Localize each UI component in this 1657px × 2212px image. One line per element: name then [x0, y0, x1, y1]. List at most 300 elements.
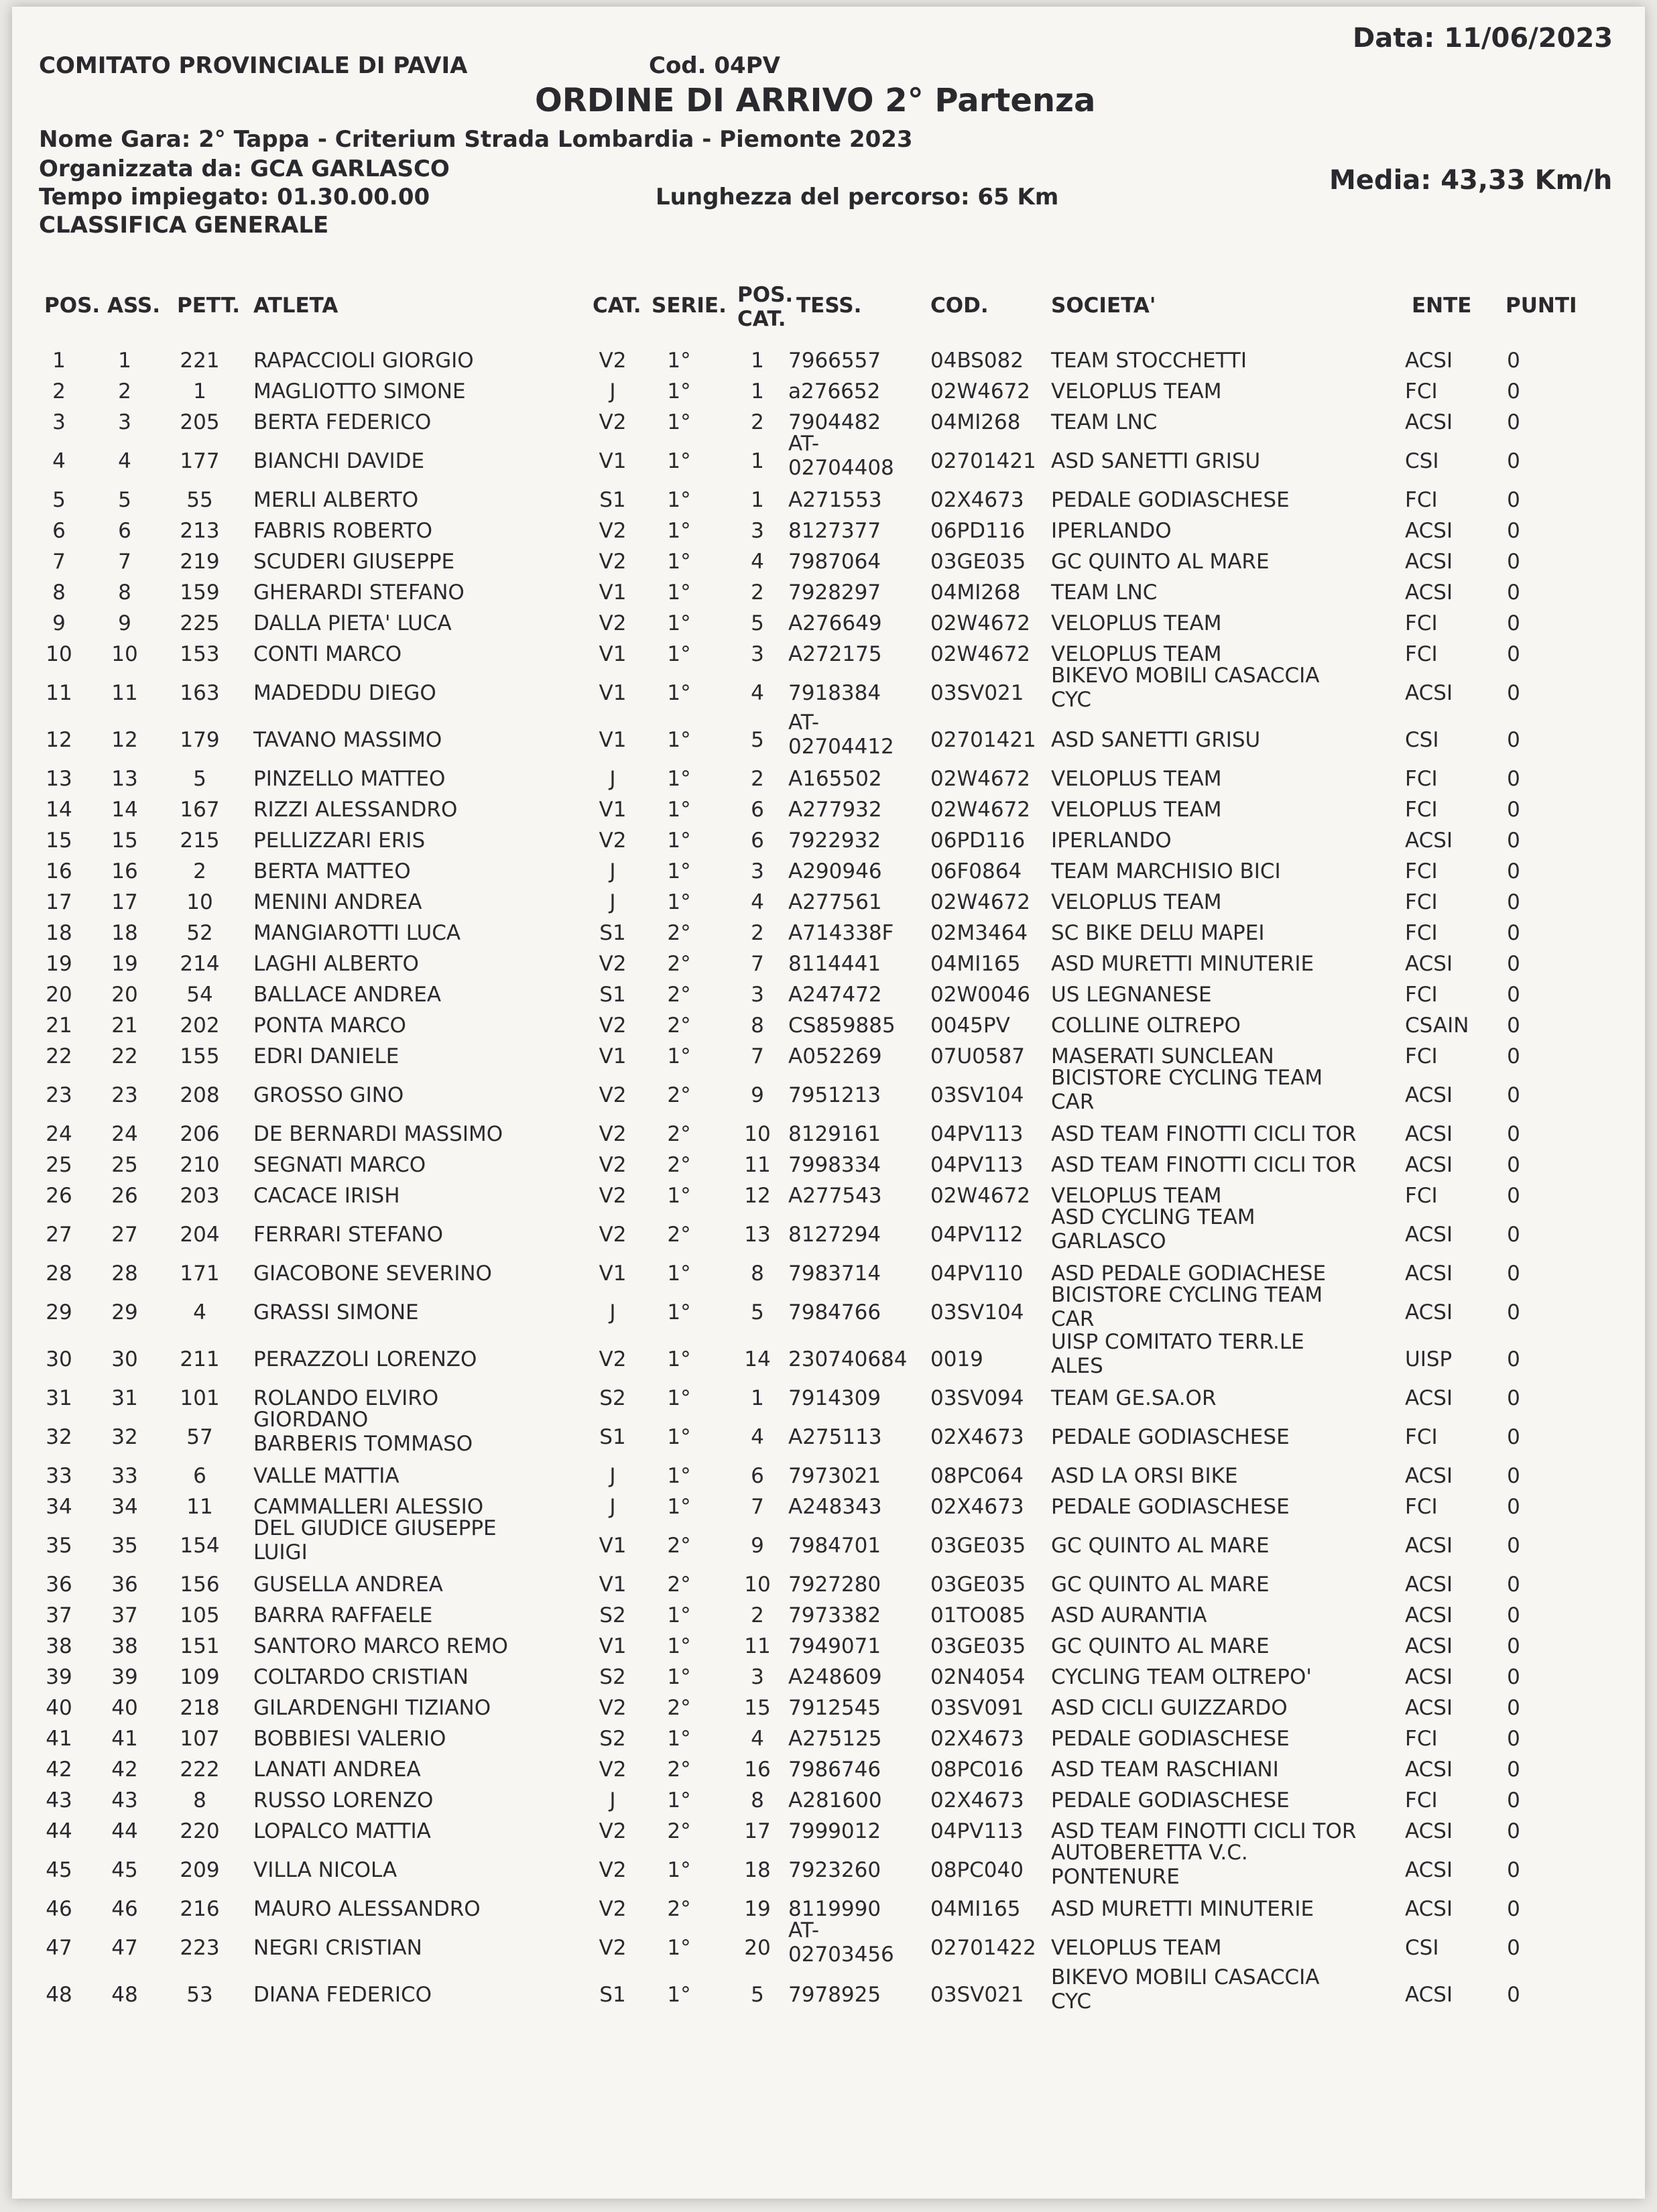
cell-ass: 35 — [111, 1534, 138, 1558]
cell-pos: 2 — [52, 379, 66, 404]
cell-atleta: LOPALCO MATTIA — [253, 1819, 431, 1843]
cell-pett: 109 — [180, 1665, 220, 1689]
cell-poscat: 3 — [751, 642, 764, 666]
cell-cat: V2 — [599, 519, 627, 543]
cell-punti: 0 — [1507, 1634, 1520, 1658]
cell-tess: 7978925 — [788, 1983, 881, 2007]
cell-tess: A277543 — [788, 1184, 882, 1208]
cell-cat: V2 — [599, 1122, 627, 1146]
page-title: ORDINE DI ARRIVO 2° Partenza — [535, 82, 1096, 119]
cell-ass: 3 — [118, 410, 131, 434]
cell-cod: 04PV113 — [930, 1122, 1024, 1146]
cell-poscat: 3 — [751, 519, 764, 543]
race-name: Nome Gara: 2° Tappa - Criterium Strada Lombardia - Piemonte 2023 — [39, 126, 913, 153]
cell-tess: 7904482 — [788, 410, 881, 434]
cell-tess-line: 02704412 — [788, 735, 894, 759]
cell-ass: 37 — [111, 1603, 138, 1627]
cell-societa-line: CAR — [1051, 1307, 1095, 1331]
cell-atleta: GROSSO GINO — [253, 1083, 404, 1107]
cell-punti: 0 — [1507, 681, 1520, 705]
cell-ass: 7 — [118, 550, 131, 574]
cell-cod: 02W4672 — [930, 890, 1030, 914]
cell-pett: 177 — [180, 449, 220, 473]
cell-atleta: MADEDDU DIEGO — [253, 681, 436, 705]
cell-pett: 151 — [180, 1634, 220, 1658]
cell-pos: 41 — [46, 1727, 72, 1751]
cell-poscat: 8 — [751, 1013, 764, 1038]
cell-tess: A275125 — [788, 1727, 882, 1751]
cell-ente: ACSI — [1405, 1262, 1453, 1286]
cell-tess: A165502 — [788, 767, 882, 791]
cell-poscat: 5 — [751, 1983, 764, 2007]
cell-ente: ACSI — [1405, 1534, 1453, 1558]
cell-pett: 52 — [186, 921, 213, 945]
cell-tess: 8119990 — [788, 1897, 881, 1921]
cell-cod: 04MI165 — [930, 1897, 1021, 1921]
cell-pett: 5 — [193, 767, 206, 791]
cell-cod: 02W4672 — [930, 767, 1030, 791]
cell-poscat: 7 — [751, 952, 764, 976]
col-punti: PUNTI — [1506, 294, 1577, 318]
cell-poscat: 1 — [751, 449, 764, 473]
cell-atleta: BIANCHI DAVIDE — [253, 449, 425, 473]
cell-cat: J — [609, 767, 616, 791]
cell-societa: PEDALE GODIASCHESE — [1051, 1425, 1290, 1449]
col-cod: COD. — [930, 294, 989, 318]
cell-pos: 35 — [46, 1534, 72, 1558]
cell-societa: TEAM LNC — [1051, 580, 1158, 605]
cell-pos: 26 — [46, 1184, 72, 1208]
cell-societa: MASERATI SUNCLEAN — [1051, 1044, 1274, 1068]
cell-serie: 1° — [667, 580, 691, 605]
cell-atleta: PERAZZOLI LORENZO — [253, 1347, 477, 1371]
cell-atleta: BERTA MATTEO — [253, 859, 411, 883]
cell-pos: 10 — [46, 642, 72, 666]
cell-ass: 11 — [111, 681, 138, 705]
cell-cod: 04MI165 — [930, 952, 1021, 976]
cell-cat: V1 — [599, 728, 627, 752]
cell-tess: 230740684 — [788, 1347, 908, 1371]
cell-ente: FCI — [1405, 767, 1438, 791]
cell-tess: 7922932 — [788, 828, 881, 853]
cell-tess: A247472 — [788, 983, 882, 1007]
cell-ente: UISP — [1405, 1347, 1453, 1371]
cell-pos: 25 — [46, 1153, 72, 1177]
cell-societa: VELOPLUS TEAM — [1051, 642, 1222, 666]
cell-pett: 214 — [180, 952, 220, 976]
cell-atleta: PONTA MARCO — [253, 1013, 406, 1038]
cell-cat: V2 — [599, 1696, 627, 1720]
cell-cat: V2 — [599, 952, 627, 976]
cell-poscat: 10 — [744, 1122, 771, 1146]
cell-punti: 0 — [1507, 1122, 1520, 1146]
cell-pos: 12 — [46, 728, 72, 752]
cell-serie: 1° — [667, 349, 691, 373]
cell-pos: 13 — [46, 767, 72, 791]
cell-cat: V1 — [599, 798, 627, 822]
cell-pett: 159 — [180, 580, 220, 605]
cell-tess-line: 02703456 — [788, 1943, 894, 1967]
cell-atleta: GRASSI SIMONE — [253, 1300, 419, 1325]
classification-label: CLASSIFICA GENERALE — [39, 212, 329, 239]
cell-punti: 0 — [1507, 1223, 1520, 1247]
cell-pos: 48 — [46, 1983, 72, 2007]
cell-poscat: 6 — [751, 798, 764, 822]
cell-tess: A248609 — [788, 1665, 882, 1689]
cell-atleta: MENINI ANDREA — [253, 890, 422, 914]
cell-ass: 46 — [111, 1897, 138, 1921]
cell-punti: 0 — [1507, 1534, 1520, 1558]
cell-punti: 0 — [1507, 728, 1520, 752]
cell-cod: 02X4673 — [930, 1727, 1024, 1751]
cell-tess: 7914309 — [788, 1386, 881, 1410]
cell-punti: 0 — [1507, 1347, 1520, 1371]
cell-societa: VELOPLUS TEAM — [1051, 890, 1222, 914]
cell-serie: 1° — [667, 859, 691, 883]
cell-poscat: 18 — [744, 1858, 771, 1882]
cell-serie: 1° — [667, 1347, 691, 1371]
cell-pos: 44 — [46, 1819, 72, 1843]
cell-cat: V2 — [599, 550, 627, 574]
cell-atleta: TAVANO MASSIMO — [253, 728, 442, 752]
cell-cod: 03SV021 — [930, 1983, 1024, 2007]
cell-tess: 7928297 — [788, 580, 881, 605]
cell-poscat: 4 — [751, 681, 764, 705]
cell-ente: ACSI — [1405, 580, 1453, 605]
cell-ente: FCI — [1405, 1727, 1438, 1751]
cell-ente: ACSI — [1405, 1634, 1453, 1658]
cell-atleta: DIANA FEDERICO — [253, 1983, 432, 2007]
cell-societa-line: ALES — [1051, 1354, 1103, 1378]
cell-ass: 6 — [118, 519, 131, 543]
cell-cod: 03GE035 — [930, 1534, 1026, 1558]
cell-serie: 1° — [667, 728, 691, 752]
cell-pos: 17 — [46, 890, 72, 914]
cell-pett: 220 — [180, 1819, 220, 1843]
cell-pos: 37 — [46, 1603, 72, 1627]
cell-pos: 40 — [46, 1696, 72, 1720]
cell-cat: J — [609, 859, 616, 883]
cell-cod: 02W4672 — [930, 379, 1030, 404]
cell-serie: 1° — [667, 449, 691, 473]
cell-atleta-line: LUIGI — [253, 1540, 308, 1564]
cell-pos: 43 — [46, 1788, 72, 1812]
cell-serie: 1° — [667, 379, 691, 404]
cell-cat: V1 — [599, 1634, 627, 1658]
cell-pos: 21 — [46, 1013, 72, 1038]
cell-ente: ACSI — [1405, 1122, 1453, 1146]
cell-pett: 6 — [193, 1464, 206, 1488]
cell-cod: 02W4672 — [930, 1184, 1030, 1208]
cell-tess: 7998334 — [788, 1153, 881, 1177]
cell-ente: ACSI — [1405, 349, 1453, 373]
cell-pett: 202 — [180, 1013, 220, 1038]
col-cat: CAT. — [593, 294, 641, 318]
cell-cat: J — [609, 379, 616, 404]
cell-pett: 57 — [186, 1425, 213, 1449]
cell-poscat: 2 — [751, 1603, 764, 1627]
cell-tess: 7973382 — [788, 1603, 881, 1627]
cell-cod: 01TO085 — [930, 1603, 1026, 1627]
cell-cat: V2 — [599, 410, 627, 434]
cell-serie: 1° — [667, 890, 691, 914]
cell-ente: FCI — [1405, 1044, 1438, 1068]
cell-pett: 203 — [180, 1184, 220, 1208]
cell-cod: 03SV094 — [930, 1386, 1024, 1410]
cell-ente: FCI — [1405, 379, 1438, 404]
cell-pett: 153 — [180, 642, 220, 666]
cell-societa: ASD MURETTI MINUTERIE — [1051, 952, 1314, 976]
cell-tess: A052269 — [788, 1044, 882, 1068]
cell-ente: FCI — [1405, 1788, 1438, 1812]
cell-ente: FCI — [1405, 921, 1438, 945]
cell-punti: 0 — [1507, 1573, 1520, 1597]
col-societa: SOCIETA' — [1051, 294, 1156, 318]
cell-cat: V2 — [599, 1819, 627, 1843]
cell-atleta: VALLE MATTIA — [253, 1464, 400, 1488]
cell-ass: 43 — [111, 1788, 138, 1812]
cell-ente: ACSI — [1405, 1573, 1453, 1597]
cell-atleta: LAGHI ALBERTO — [253, 952, 419, 976]
cell-punti: 0 — [1507, 1083, 1520, 1107]
cell-poscat: 1 — [751, 1386, 764, 1410]
cell-pos: 16 — [46, 859, 72, 883]
cell-atleta: MAURO ALESSANDRO — [253, 1897, 481, 1921]
cell-pett: 1 — [193, 379, 206, 404]
cell-cat: J — [609, 890, 616, 914]
cell-ass: 38 — [111, 1634, 138, 1658]
cell-poscat: 17 — [744, 1819, 771, 1843]
cell-ass: 27 — [111, 1223, 138, 1247]
cell-ente: ACSI — [1405, 1983, 1453, 2007]
cell-tess — [788, 711, 894, 759]
cell-atleta: SANTORO MARCO REMO — [253, 1634, 508, 1658]
cell-pos: 23 — [46, 1083, 72, 1107]
cell-tess: A275113 — [788, 1425, 882, 1449]
cell-cat: V2 — [599, 349, 627, 373]
cell-poscat: 14 — [744, 1347, 771, 1371]
cell-poscat: 1 — [751, 349, 764, 373]
cell-punti: 0 — [1507, 611, 1520, 635]
cell-ass: 1 — [118, 349, 131, 373]
cell-serie: 2° — [667, 1153, 691, 1177]
cell-punti: 0 — [1507, 410, 1520, 434]
cell-pett: 206 — [180, 1122, 220, 1146]
cell-punti: 0 — [1507, 1425, 1520, 1449]
cell-pett: 53 — [186, 1983, 213, 2007]
cell-cat: S2 — [599, 1727, 626, 1751]
cell-pos: 38 — [46, 1634, 72, 1658]
cell-serie: 2° — [667, 921, 691, 945]
cell-atleta: RUSSO LORENZO — [253, 1788, 434, 1812]
cell-societa: TEAM MARCHISIO BICI — [1051, 859, 1281, 883]
cell-cod: 08PC016 — [930, 1758, 1024, 1782]
cell-pos: 20 — [46, 983, 72, 1007]
cell-ass: 41 — [111, 1727, 138, 1751]
cell-tess — [788, 432, 894, 480]
cell-cat: J — [609, 1788, 616, 1812]
cell-societa: PEDALE GODIASCHESE — [1051, 1727, 1290, 1751]
cell-atleta: LANATI ANDREA — [253, 1758, 421, 1782]
cell-cod: 03GE035 — [930, 1634, 1026, 1658]
cell-ente: CSAIN — [1405, 1013, 1469, 1038]
cell-societa — [1051, 1283, 1323, 1331]
cell-poscat: 9 — [751, 1083, 764, 1107]
cell-cod: 02W4672 — [930, 798, 1030, 822]
cell-ente: FCI — [1405, 890, 1438, 914]
cell-ente: ACSI — [1405, 1665, 1453, 1689]
cell-punti: 0 — [1507, 1603, 1520, 1627]
cell-punti: 0 — [1507, 1044, 1520, 1068]
cell-pos: 7 — [52, 550, 66, 574]
cell-poscat: 8 — [751, 1262, 764, 1286]
cell-cod: 04PV113 — [930, 1819, 1024, 1843]
cell-atleta: RAPACCIOLI GIORGIO — [253, 349, 474, 373]
cell-serie: 2° — [667, 1819, 691, 1843]
cell-cod: 08PC064 — [930, 1464, 1024, 1488]
cell-ass: 36 — [111, 1573, 138, 1597]
cell-poscat: 2 — [751, 921, 764, 945]
cell-ente: ACSI — [1405, 1464, 1453, 1488]
cell-pett: 205 — [180, 410, 220, 434]
cell-poscat: 9 — [751, 1534, 764, 1558]
cell-serie: 1° — [667, 1044, 691, 1068]
cell-ass: 16 — [111, 859, 138, 883]
cell-punti: 0 — [1507, 1897, 1520, 1921]
cell-atleta: GIACOBONE SEVERINO — [253, 1262, 492, 1286]
cell-punti: 0 — [1507, 1665, 1520, 1689]
cell-atleta: PELLIZZARI ERIS — [253, 828, 426, 853]
cell-cat: V2 — [599, 828, 627, 853]
cell-ente: CSI — [1405, 1936, 1439, 1960]
cell-tess-line: AT- — [788, 711, 820, 735]
cell-tess: 8127377 — [788, 519, 881, 543]
cell-ass: 34 — [111, 1495, 138, 1519]
cell-ass: 29 — [111, 1300, 138, 1325]
cell-pos: 36 — [46, 1573, 72, 1597]
cell-punti: 0 — [1507, 550, 1520, 574]
cell-serie: 1° — [667, 1936, 691, 1960]
cell-pett: 55 — [186, 488, 213, 512]
cell-pos: 47 — [46, 1936, 72, 1960]
cell-cod: 06F0864 — [930, 859, 1022, 883]
cell-pett: 163 — [180, 681, 220, 705]
cell-pos: 24 — [46, 1122, 72, 1146]
cell-ente: FCI — [1405, 798, 1438, 822]
cell-cat: V1 — [599, 1534, 627, 1558]
col-poscat-1: POS. — [737, 283, 794, 307]
cell-tess: 7949071 — [788, 1634, 881, 1658]
cell-tess: 7986746 — [788, 1758, 881, 1782]
cell-serie: 2° — [667, 1534, 691, 1558]
cell-punti: 0 — [1507, 1262, 1520, 1286]
cell-societa: TEAM STOCCHETTI — [1051, 349, 1247, 373]
cell-ente: ACSI — [1405, 1819, 1453, 1843]
cell-ass: 21 — [111, 1013, 138, 1038]
cell-pos: 19 — [46, 952, 72, 976]
col-atleta: ATLETA — [253, 294, 339, 318]
cell-tess: A714338F — [788, 921, 894, 945]
col-ass: ASS. — [107, 294, 161, 318]
cell-pos: 39 — [46, 1665, 72, 1689]
cell-tess: 7987064 — [788, 550, 881, 574]
cell-ass: 8 — [118, 580, 131, 605]
cell-tess: A290946 — [788, 859, 882, 883]
cell-pos: 5 — [52, 488, 66, 512]
cell-serie: 1° — [667, 1634, 691, 1658]
cell-punti: 0 — [1507, 921, 1520, 945]
cell-punti: 0 — [1507, 1727, 1520, 1751]
cell-ass: 4 — [118, 449, 131, 473]
cell-societa — [1051, 664, 1319, 712]
cell-societa: GC QUINTO AL MARE — [1051, 550, 1270, 574]
cell-poscat: 10 — [744, 1573, 771, 1597]
cell-societa: PEDALE GODIASCHESE — [1051, 1495, 1290, 1519]
elapsed-time: Tempo impiegato: 01.30.00.00 — [39, 184, 430, 210]
cell-pett: 11 — [186, 1495, 213, 1519]
cell-pett: 154 — [180, 1534, 220, 1558]
cell-ass: 14 — [111, 798, 138, 822]
cell-tess: a276652 — [788, 379, 881, 404]
cell-cat: V2 — [599, 1223, 627, 1247]
cell-societa-line: CYC — [1051, 688, 1091, 712]
cell-societa: ASD TEAM RASCHIANI — [1051, 1758, 1279, 1782]
cell-pos: 27 — [46, 1223, 72, 1247]
cell-ente: FCI — [1405, 1184, 1438, 1208]
cell-tess: A272175 — [788, 642, 882, 666]
cell-cod: 02X4673 — [930, 1425, 1024, 1449]
cell-societa: ASD AURANTIA — [1051, 1603, 1207, 1627]
cell-cat: S2 — [599, 1603, 626, 1627]
cell-poscat: 5 — [751, 728, 764, 752]
cell-cat: S1 — [599, 488, 626, 512]
cell-societa-line: PONTENURE — [1051, 1865, 1180, 1889]
cell-tess: 7984701 — [788, 1534, 881, 1558]
cell-punti: 0 — [1507, 488, 1520, 512]
cell-tess: 7912545 — [788, 1696, 881, 1720]
cell-ente: ACSI — [1405, 1603, 1453, 1627]
cell-tess: 7984766 — [788, 1300, 881, 1325]
cell-atleta: PINZELLO MATTEO — [253, 767, 446, 791]
cell-atleta: BERTA FEDERICO — [253, 410, 432, 434]
cell-pos: 31 — [46, 1386, 72, 1410]
cell-serie: 2° — [667, 1083, 691, 1107]
cell-pett: 167 — [180, 798, 220, 822]
cell-ente: ACSI — [1405, 1758, 1453, 1782]
cell-poscat: 2 — [751, 580, 764, 605]
cell-tess: 8129161 — [788, 1122, 881, 1146]
cell-poscat: 6 — [751, 1464, 764, 1488]
cell-serie: 1° — [667, 1184, 691, 1208]
cell-ass: 45 — [111, 1858, 138, 1882]
cell-atleta: MAGLIOTTO SIMONE — [253, 379, 466, 404]
col-tess: TESS. — [796, 294, 862, 318]
cell-pett: 221 — [180, 349, 220, 373]
course-length: Lunghezza del percorso: 65 Km — [656, 184, 1059, 210]
cell-poscat: 8 — [751, 1788, 764, 1812]
cell-serie: 1° — [667, 1495, 691, 1519]
cell-pett: 4 — [193, 1300, 206, 1325]
cell-punti: 0 — [1507, 890, 1520, 914]
cell-serie: 1° — [667, 519, 691, 543]
cell-cod: 06PD116 — [930, 519, 1026, 543]
cell-ass: 2 — [118, 379, 131, 404]
cell-pett: 213 — [180, 519, 220, 543]
cell-ente: FCI — [1405, 611, 1438, 635]
cell-ass: 47 — [111, 1936, 138, 1960]
cell-atleta: GUSELLA ANDREA — [253, 1573, 443, 1597]
cell-cod: 03SV091 — [930, 1696, 1024, 1720]
